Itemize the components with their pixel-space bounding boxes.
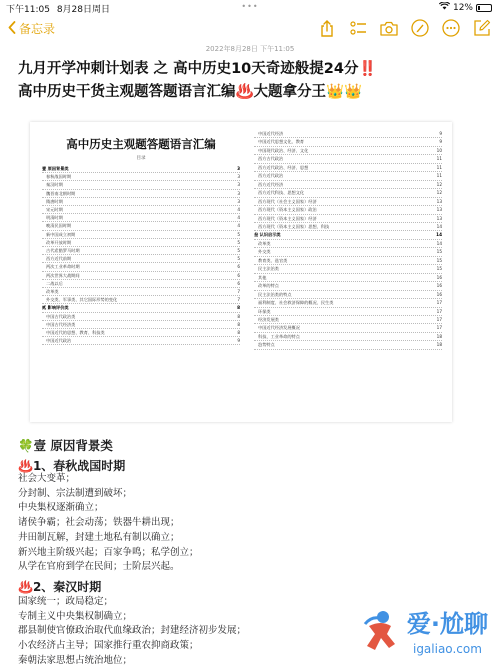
note-title-line-1: 九月开学冲刺计划表 之 高中历史10天奇迹般提24分‼️ (18, 61, 377, 77)
toc-entry-text: 其他 (258, 274, 267, 280)
toc-entry-page: 3 (237, 174, 240, 180)
toc-entry (42, 181, 240, 189)
toc-entry-page: 8 (237, 330, 240, 336)
toc-entry (42, 231, 240, 239)
body-line: 诸侯争霸；社会动荡；铁器牛耕出现； (18, 517, 180, 529)
chevron-left-icon (8, 21, 16, 37)
watermark-texts (407, 610, 488, 656)
toc-entry-page: 17 (436, 308, 442, 314)
toc-entry-text: 两次工业革命时期 (46, 264, 80, 270)
toc-list-left (42, 165, 240, 345)
toc-entry (254, 248, 442, 256)
section-1-body (18, 472, 338, 575)
toc-entry-text: 教育类、选官类 (258, 257, 288, 263)
toc-entry-page: 15 (436, 249, 442, 255)
toc-entry-page: 9 (439, 139, 442, 145)
body-line: 分封制、宗法制遭到破坏； (18, 487, 133, 499)
toc-entry (254, 164, 442, 172)
toc-entry-text: 西方现代（资本主义国家）思想、科技 (258, 223, 330, 229)
toc-entry-text: 改革类 (46, 289, 59, 295)
toc-entry (42, 247, 240, 255)
toc-entry-text: 秦汉时期 (46, 182, 63, 188)
toc-entry-page: 12 (436, 181, 442, 187)
battery-level (478, 6, 480, 10)
toc-entry (42, 214, 240, 222)
toc-entry-text: 西方近代科技、思想文化 (258, 190, 305, 196)
status-bar (0, 0, 500, 14)
toc-entry-page: 11 (436, 156, 442, 162)
toc-entry-text: 明清时期 (46, 215, 63, 221)
toc-entry (42, 272, 240, 280)
toc-entry-page: 6 (237, 280, 240, 286)
toc-entry-text: 外交类 (258, 249, 271, 255)
toc-entry-text: 中国近代思想文化、教育 (258, 139, 305, 145)
toc-entry-page: 17 (436, 300, 442, 306)
toc-entry-page: 5 (237, 248, 240, 254)
toc-entry (254, 147, 442, 155)
toc-entry-text: 叁 认识启示类 (254, 232, 281, 238)
camera-icon[interactable] (379, 18, 399, 38)
more-icon[interactable] (441, 18, 461, 38)
toc-entry-page: 12 (436, 190, 442, 196)
status-date: 8月28日周日 (56, 5, 110, 15)
body-line: 郡县制使官僚政治取代血缘政治；封建经济初步发展； (18, 625, 247, 637)
toc-entry-page: 8 (237, 305, 240, 311)
toc-entry-text: 西方现代（社会主义国家）经济 (258, 198, 317, 204)
back-label: 备忘录 (19, 22, 56, 36)
toc-entry-text: 改革开放时期 (46, 239, 72, 245)
document-page-left (42, 130, 240, 414)
toc-entry-page: 15 (436, 266, 442, 272)
toc-entry-text: 外交类、军事类、其它国际形势的变化 (46, 297, 118, 303)
toc-entry-page: 9 (237, 338, 240, 344)
share-icon[interactable] (317, 18, 337, 38)
toc-entry-page: 16 (436, 283, 442, 289)
toc-entry (254, 274, 442, 282)
toc-entry-text: 西方古代政治 (258, 156, 284, 162)
toc-entry (254, 240, 442, 248)
toc-entry (42, 206, 240, 214)
toc-entry-page: 17 (436, 325, 442, 331)
body-line: 小农经济占主导；国家推行重农抑商政策； (18, 640, 199, 652)
toc-heading (254, 231, 442, 239)
toc-entry (42, 198, 240, 206)
toc-entry-text: 魏晋南北朝时期 (46, 190, 76, 196)
toc-entry-page: 7 (237, 297, 240, 303)
note-timestamp: 2022年8月28日 下午11:05 (205, 45, 295, 53)
toc-entry (254, 189, 442, 197)
toc-entry-page: 4 (237, 223, 240, 229)
toc-entry (42, 329, 240, 337)
toc-entry (42, 239, 240, 247)
toc-entry-text: 春秋战国时期 (46, 174, 72, 180)
toc-entry-text: 二战以后 (46, 280, 63, 286)
toc-entry-page: 3 (237, 182, 240, 188)
toc-entry-page: 6 (237, 264, 240, 270)
body-line: 井田制瓦解，封建土地私有制以确立； (18, 531, 180, 543)
toc-entry-page: 11 (436, 164, 442, 170)
toc-entry-text: 西方现代（资本主义国家）经济 (258, 215, 317, 221)
toc-entry-page: 7 (237, 289, 240, 295)
battery-icon (476, 4, 492, 12)
toc-entry-text: 西方近代政治、经济、思想 (258, 164, 309, 170)
toc-entry-text: 贰 影响评价类 (42, 305, 69, 311)
toc-entry-text: 民主法治类 (258, 266, 279, 272)
toc-entry-page: 14 (436, 223, 442, 229)
section-heading: 🍀壹 原因背景类 (18, 438, 113, 453)
toc-entry-page: 13 (436, 198, 442, 204)
checklist-icon[interactable] (348, 18, 368, 38)
toc-list-right (254, 130, 442, 350)
toc-entry (42, 313, 240, 321)
document-subtitle: 目录 (136, 156, 146, 161)
toc-entry (254, 172, 442, 180)
toc-entry-page: 16 (436, 291, 442, 297)
toc-entry-text: 趋势特点 (258, 342, 275, 348)
toc-entry-page: 3 (237, 198, 240, 204)
toc-entry-page: 8 (237, 313, 240, 319)
toc-entry-text: 环保类 (258, 308, 271, 314)
watermark-main-text: 爱·尬聊 (406, 610, 488, 638)
toc-entry-text: 西方现代（资本主义国家）政治 (258, 207, 317, 213)
toc-entry (254, 316, 442, 324)
toc-entry-page: 13 (436, 215, 442, 221)
toc-entry-page: 6 (237, 272, 240, 278)
toc-entry (42, 337, 240, 345)
toc-entry-page: 11 (436, 173, 442, 179)
toc-entry (42, 321, 240, 329)
toc-entry (42, 280, 240, 288)
watermark (361, 610, 488, 656)
toc-entry (42, 296, 240, 304)
toolbar-actions (317, 18, 492, 38)
body-line: 从学在官府到学在民间；士阶层兴起。 (18, 561, 180, 573)
toc-entry-page: 10 (436, 147, 442, 153)
toc-entry-text: 改革的特点 (258, 283, 279, 289)
toc-entry-text: 中国古代政治类 (46, 313, 76, 319)
compose-icon[interactable] (472, 18, 492, 38)
toc-entry (42, 263, 240, 271)
toc-entry-page: 5 (237, 239, 240, 245)
toc-entry (254, 198, 442, 206)
toc-entry (254, 138, 442, 146)
toc-entry-text: 西方近代政治 (258, 173, 284, 179)
body-line: 国家统一；政局稳定； (18, 596, 114, 607)
toc-entry-text: 中国近代经济 (258, 131, 284, 136)
toc-entry (42, 173, 240, 181)
toc-entry-text: 两次世界大战期间 (46, 272, 80, 278)
toc-entry-page: 15 (436, 257, 442, 263)
toc-entry-text: 晚清民国时期 (46, 223, 72, 229)
toc-entry-page: 18 (436, 342, 442, 348)
toc-entry-page: 14 (436, 240, 442, 246)
toc-entry (254, 155, 442, 163)
multitask-indicator[interactable]: ••• (241, 2, 259, 11)
toc-entry-page: 16 (436, 274, 442, 280)
toc-entry (254, 333, 442, 341)
sub-heading-spring-autumn: ♨️1、春秋战国时期 (18, 459, 126, 473)
toc-entry (42, 288, 240, 296)
toc-entry-text: 隋唐时期 (46, 198, 63, 204)
toc-entry (254, 215, 442, 223)
toc-entry-page: 3 (237, 190, 240, 196)
toc-entry (254, 324, 442, 332)
back-button[interactable] (8, 20, 55, 37)
toc-entry (42, 190, 240, 198)
toc-entry-text: 福利制度、社会救济保障的概况、民生类 (258, 300, 334, 306)
body-line: 社会大变革； (18, 473, 76, 484)
toc-entry (42, 255, 240, 263)
toc-entry-page: 5 (237, 231, 240, 237)
note-title[interactable] (18, 58, 488, 104)
watermark-logo-icon (361, 610, 403, 654)
watermark-sub-text: igaliao.com (412, 642, 482, 656)
toc-entry-text: 民主法治类的特点 (258, 291, 292, 297)
section-2-body (18, 595, 338, 666)
toc-entry-page: 3 (237, 166, 240, 171)
toc-entry-page: 4 (237, 215, 240, 221)
status-time: 下午11:05 (6, 5, 50, 15)
toc-entry (254, 299, 442, 307)
body-line: 新兴地主阶级兴起；百家争鸣；私学创立； (18, 546, 199, 558)
toc-entry (254, 341, 442, 349)
toc-entry-text: 中国古代经济类 (46, 321, 76, 327)
toc-entry (254, 130, 442, 138)
toc-entry (254, 181, 442, 189)
embedded-document-image[interactable] (30, 122, 452, 422)
toc-entry-page: 17 (436, 316, 442, 322)
toc-entry-text: 中国近代政治 (46, 338, 72, 344)
body-line: 中央集权逐渐确立； (18, 502, 104, 514)
toc-entry (254, 282, 442, 290)
toc-heading (42, 304, 240, 312)
toc-entry-text: 中国近代的思想、教育、科技类 (46, 330, 105, 336)
toc-entry-page: 14 (436, 232, 442, 238)
toc-entry (254, 308, 442, 316)
toc-entry-page: 9 (439, 131, 442, 136)
document-page-right (254, 130, 442, 414)
sub-heading-qin-han: ♨️2、秦汉时期 (18, 580, 102, 594)
body-line: 专制主义中央集权制确立； (18, 610, 133, 622)
note-title-line-2: 高中历史干货主观题答题语言汇编♨️大题拿分王👑👑 (18, 84, 363, 100)
toc-entry-text: 科技、工业革命的特点 (258, 333, 300, 339)
toc-entry-text: 宋元时期 (46, 207, 63, 213)
toc-entry-page: 13 (436, 207, 442, 213)
toc-entry-text: 古代希腊罗马时期 (46, 248, 80, 254)
markup-pen-icon[interactable] (410, 18, 430, 38)
toc-entry-text: 中国近代经济发展概况 (258, 325, 300, 331)
toc-entry-text: 西方近代经济 (258, 181, 284, 187)
body-line: 秦朝法家思想占统治地位； (18, 654, 133, 666)
toc-entry-page: 8 (237, 321, 240, 327)
wifi-icon (439, 2, 450, 13)
toc-entry (254, 257, 442, 265)
toc-entry (254, 291, 442, 299)
toc-entry-page: 5 (237, 256, 240, 262)
toc-entry-text: 新中国成立初期 (46, 231, 76, 237)
toc-heading (42, 165, 240, 173)
toc-entry (254, 223, 442, 231)
toc-entry-text: 壹 原因背景类 (42, 166, 69, 171)
toc-entry-page: 4 (237, 207, 240, 213)
notes-toolbar (0, 14, 500, 42)
battery-percent: 12% (452, 2, 473, 13)
status-right-group (439, 2, 492, 13)
toc-entry-text: 改革类 (258, 240, 271, 246)
toc-entry-text: 中国现代政治、经济、文化 (258, 147, 309, 153)
toc-entry-page: 18 (436, 333, 442, 339)
toc-entry-text: 经济发展类 (258, 316, 279, 322)
document-title: 高中历史主观题答题语言汇编 (66, 137, 216, 151)
toc-entry (42, 222, 240, 230)
toc-entry-text: 西方近代前期 (46, 256, 72, 262)
toc-entry (254, 265, 442, 273)
toc-entry (254, 206, 442, 214)
